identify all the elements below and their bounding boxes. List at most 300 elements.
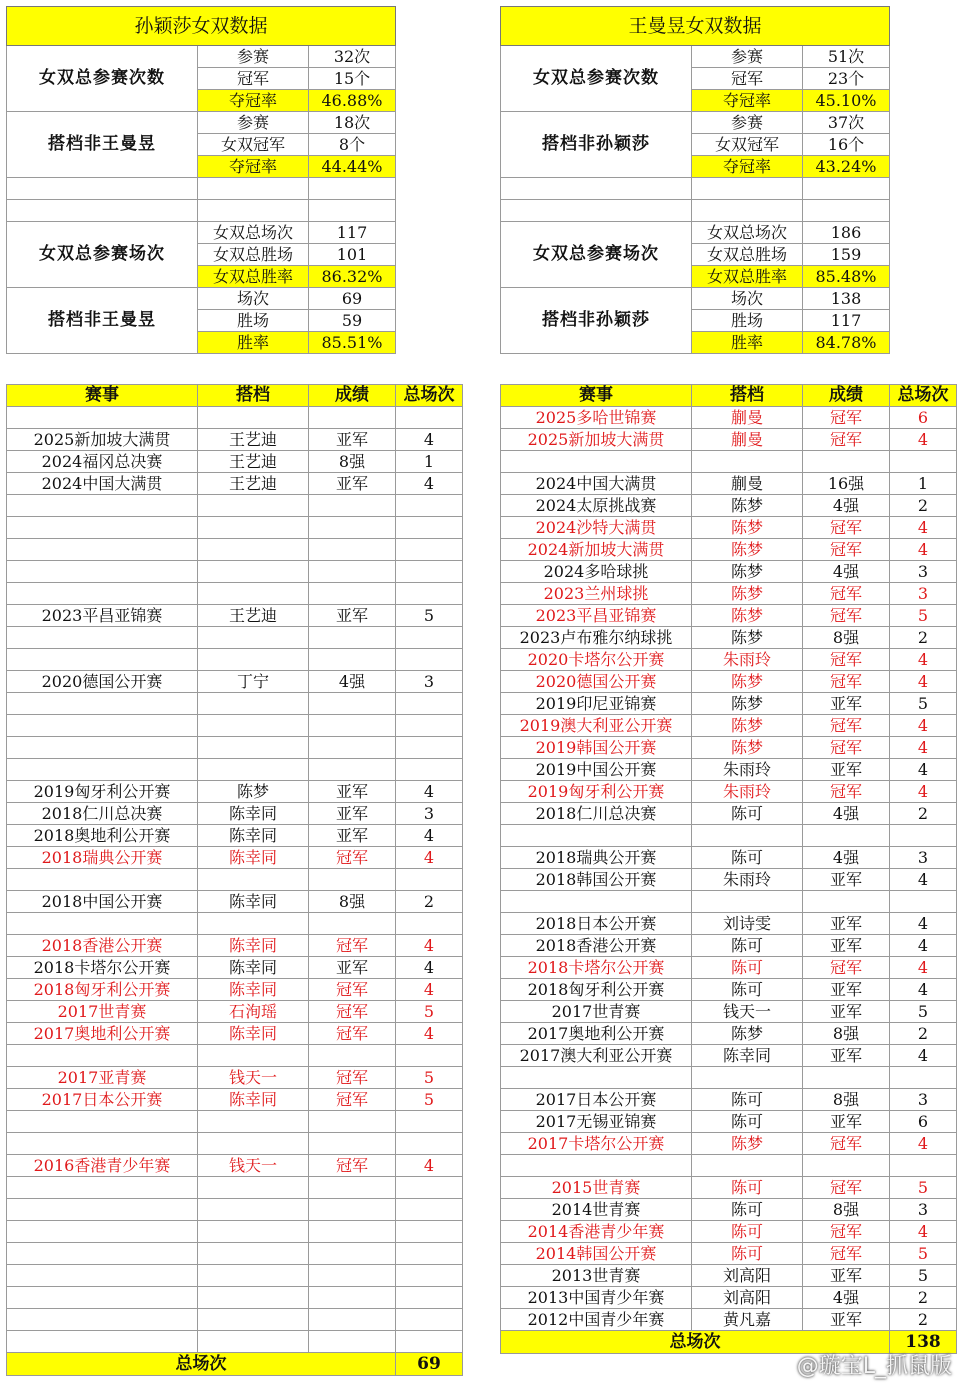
cell-matches: 4 [396,847,463,869]
summary-metric-value: 117 [309,222,396,244]
cell-partner [198,1287,309,1309]
cell-result: 亚军 [309,781,396,803]
cell-partner: 陈幸同 [198,1023,309,1045]
cell-result: 冠军 [309,935,396,957]
cell-matches: 4 [890,715,957,737]
table-row [7,913,463,935]
table-row [7,1155,463,1177]
empty-cell [198,178,309,200]
table-row [501,1221,957,1243]
table-row [501,1089,957,1111]
table-row [501,1287,957,1309]
column-header: 总场次 [396,385,463,407]
empty-cell [692,200,803,222]
cell-matches [396,715,463,737]
cell-partner: 陈梦 [692,539,803,561]
table-row [7,781,463,803]
cell-event: 2014韩国公开赛 [501,1243,692,1265]
cell-event: 2018韩国公开赛 [501,869,692,891]
cell-matches: 4 [396,825,463,847]
table-row [7,1089,463,1111]
cell-partner: 陈幸同 [198,803,309,825]
cell-partner: 钱天一 [198,1155,309,1177]
summary-metric-name: 参赛 [198,112,309,134]
cell-matches [396,583,463,605]
cell-partner: 陈梦 [692,1133,803,1155]
cell-event [7,1265,198,1287]
table-row [7,1243,463,1265]
summary-metric-value: 18次 [309,112,396,134]
watermark: @璇宝L_抓鼠版 [796,1354,952,1379]
cell-result: 亚军 [803,759,890,781]
table-row [7,957,463,979]
cell-event [501,451,692,473]
cell-result: 冠军 [803,1133,890,1155]
summary-title: 王曼昱女双数据 [501,7,890,46]
cell-matches [396,1133,463,1155]
cell-result [309,1309,396,1331]
table-row [7,1001,463,1023]
cell-matches: 4 [890,429,957,451]
cell-result: 亚军 [803,693,890,715]
cell-partner [692,1155,803,1177]
cell-partner: 陈梦 [692,627,803,649]
cell-event [501,1155,692,1177]
table-row [7,671,463,693]
cell-event: 2020德国公开赛 [7,671,198,693]
cell-matches: 5 [890,1243,957,1265]
cell-event: 2024福冈总决赛 [7,451,198,473]
cell-result: 冠军 [309,1089,396,1111]
cell-matches: 4 [890,539,957,561]
cell-event [501,1067,692,1089]
cell-partner: 陈梦 [692,583,803,605]
cell-matches: 5 [890,605,957,627]
summary-metric-value: 85.48% [803,266,890,288]
cell-matches [890,891,957,913]
summary-metric-name: 女双总场次 [692,222,803,244]
cell-event: 2024太原挑战赛 [501,495,692,517]
table-row [7,583,463,605]
table-row [501,473,957,495]
cell-partner: 陈幸同 [198,891,309,913]
table-row [7,1177,463,1199]
cell-partner: 陈梦 [692,715,803,737]
cell-event: 2019中国公开赛 [501,759,692,781]
cell-result: 亚军 [309,473,396,495]
cell-matches: 2 [890,627,957,649]
table-row [501,935,957,957]
cell-partner: 刘高阳 [692,1287,803,1309]
table-row [7,1111,463,1133]
table-row [501,803,957,825]
empty-cell [7,200,198,222]
cell-matches: 3 [396,803,463,825]
table-row [501,869,957,891]
cell-event: 2017世青赛 [7,1001,198,1023]
cell-matches: 4 [890,759,957,781]
cell-partner: 陈幸同 [198,825,309,847]
cell-partner: 朱雨玲 [692,869,803,891]
cell-partner: 陈可 [692,957,803,979]
cell-matches: 4 [890,649,957,671]
cell-matches: 6 [890,1111,957,1133]
cell-partner: 陈幸同 [198,957,309,979]
cell-matches: 3 [396,671,463,693]
summary-metric-name: 胜率 [692,332,803,354]
cell-result: 冠军 [803,539,890,561]
cell-result [309,495,396,517]
header-row [7,385,463,407]
cell-result [309,1265,396,1287]
table-row [7,1221,463,1243]
cell-matches [396,495,463,517]
cell-event: 2012中国青少年赛 [501,1309,692,1331]
table-row [501,1001,957,1023]
summary-metric-value: 23个 [803,68,890,90]
sun-yingsha-summary [6,6,396,354]
table-row [7,429,463,451]
cell-result [309,869,396,891]
cell-matches: 5 [890,693,957,715]
table-row [7,1067,463,1089]
cell-matches: 4 [890,517,957,539]
cell-partner: 陈可 [692,1243,803,1265]
spacer-row [501,178,890,200]
summary-metric-value: 37次 [803,112,890,134]
cell-event: 2017澳大利亚公开赛 [501,1045,692,1067]
cell-partner [198,1177,309,1199]
table-row [7,627,463,649]
cell-event [7,1133,198,1155]
cell-result: 冠军 [803,737,890,759]
cell-event: 2023卢布雅尔纳球挑 [501,627,692,649]
table-row [501,715,957,737]
column-header: 成绩 [803,385,890,407]
cell-event: 2014香港青少年赛 [501,1221,692,1243]
cell-partner [198,407,309,429]
table-row [7,1199,463,1221]
cell-partner: 陈幸同 [198,847,309,869]
cell-matches: 4 [890,869,957,891]
cell-result [309,737,396,759]
cell-event: 2017亚青赛 [7,1067,198,1089]
cell-result: 冠军 [803,1243,890,1265]
cell-event: 2023平昌亚锦赛 [7,605,198,627]
table-row [7,869,463,891]
cell-event [501,825,692,847]
cell-event: 2018匈牙利公开赛 [501,979,692,1001]
cell-event: 2024沙特大满贯 [501,517,692,539]
cell-matches [396,1199,463,1221]
table-row [7,847,463,869]
cell-result: 亚军 [803,869,890,891]
cell-result: 冠军 [803,649,890,671]
summary-metric-name: 女双总胜率 [692,266,803,288]
summary-metric-name: 场次 [198,288,309,310]
cell-result [309,649,396,671]
cell-event: 2017日本公开赛 [7,1089,198,1111]
cell-result [309,1177,396,1199]
cell-partner: 陈梦 [692,495,803,517]
cell-event: 2014世青赛 [501,1199,692,1221]
cell-matches [396,1221,463,1243]
table-row [7,539,463,561]
cell-matches: 4 [890,1045,957,1067]
summary-metric-value: 85.51% [309,332,396,354]
cell-partner [198,1221,309,1243]
cell-partner: 王艺迪 [198,605,309,627]
table-row [7,605,463,627]
cell-matches [396,869,463,891]
table-row [501,561,957,583]
cell-matches [396,539,463,561]
summary-metric-value: 46.88% [309,90,396,112]
cell-partner: 陈梦 [692,1023,803,1045]
cell-matches [396,649,463,671]
cell-matches: 5 [396,605,463,627]
summary-block-label: 女双总参赛次数 [7,46,198,112]
cell-matches [396,759,463,781]
cell-matches: 4 [396,1155,463,1177]
table-row [501,1177,957,1199]
summary-metric-name: 女双总胜场 [692,244,803,266]
wang-manyu-summary [500,6,890,354]
cell-result: 亚军 [309,803,396,825]
cell-result: 4强 [803,1287,890,1309]
table-row [501,781,957,803]
cell-partner: 陈幸同 [198,979,309,1001]
cell-result [309,561,396,583]
table-row [501,627,957,649]
cell-result: 8强 [803,1199,890,1221]
empty-cell [501,178,692,200]
summary-row [7,288,396,310]
cell-matches: 4 [890,737,957,759]
cell-partner [198,627,309,649]
table-row [7,825,463,847]
cell-result [309,627,396,649]
cell-partner: 陈可 [692,1177,803,1199]
table-row [7,517,463,539]
cell-matches [396,517,463,539]
cell-matches: 3 [890,583,957,605]
table-row [7,935,463,957]
cell-result [309,693,396,715]
table-row [501,1023,957,1045]
cell-event: 2018仁川总决赛 [7,803,198,825]
cell-event: 2019匈牙利公开赛 [501,781,692,803]
cell-matches: 4 [890,935,957,957]
summary-metric-name: 夺冠率 [692,90,803,112]
cell-event [7,539,198,561]
footer-row [7,1353,463,1376]
cell-matches: 4 [396,473,463,495]
summary-metric-value: 32次 [309,46,396,68]
cell-event [7,1331,198,1353]
cell-result: 冠军 [309,1067,396,1089]
cell-event [7,1221,198,1243]
cell-partner: 丁宁 [198,671,309,693]
sun-yingsha-results-table [6,384,463,1376]
cell-partner [198,561,309,583]
cell-result [803,891,890,913]
cell-result [309,1221,396,1243]
summary-block-label: 女双总参赛场次 [7,222,198,288]
table-row [501,1111,957,1133]
column-header: 赛事 [501,385,692,407]
cell-matches [396,627,463,649]
summary-block-label: 搭档非王曼昱 [7,112,198,178]
cell-partner: 王艺迪 [198,451,309,473]
cell-matches: 4 [396,1023,463,1045]
cell-partner: 蒯曼 [692,429,803,451]
cell-event: 2018瑞典公开赛 [501,847,692,869]
column-header: 总场次 [890,385,957,407]
summary-metric-value: 159 [803,244,890,266]
cell-partner [198,693,309,715]
cell-partner [198,517,309,539]
table-row [7,979,463,1001]
cell-partner: 陈可 [692,1199,803,1221]
summary-metric-value: 45.10% [803,90,890,112]
cell-matches: 3 [890,561,957,583]
cell-event [7,1045,198,1067]
empty-cell [309,200,396,222]
cell-matches: 4 [890,957,957,979]
cell-result: 亚军 [803,1309,890,1331]
table-row [501,1309,957,1331]
cell-matches [396,1265,463,1287]
cell-partner [198,1045,309,1067]
cell-partner [692,891,803,913]
cell-partner [692,825,803,847]
cell-event [7,495,198,517]
summary-metric-value: 16个 [803,134,890,156]
summary-metric-name: 胜场 [692,310,803,332]
table-row [7,737,463,759]
cell-event: 2020卡塔尔公开赛 [501,649,692,671]
cell-event: 2018卡塔尔公开赛 [501,957,692,979]
cell-partner: 朱雨玲 [692,781,803,803]
table-row [7,561,463,583]
cell-event: 2023兰州球挑 [501,583,692,605]
footer-label: 总场次 [501,1331,890,1354]
cell-event: 2015世青赛 [501,1177,692,1199]
cell-matches: 4 [890,913,957,935]
cell-event [7,517,198,539]
cell-result: 冠军 [309,847,396,869]
cell-event: 2013中国青少年赛 [501,1287,692,1309]
summary-metric-name: 参赛 [692,112,803,134]
table-row [501,407,957,429]
cell-matches: 4 [396,781,463,803]
summary-title-row [7,7,396,46]
table-row [501,1243,957,1265]
cell-result: 8强 [803,627,890,649]
cell-event: 2018香港公开赛 [7,935,198,957]
cell-result: 8强 [803,1089,890,1111]
cell-event: 2018瑞典公开赛 [7,847,198,869]
table-row [501,539,957,561]
cell-matches: 4 [396,429,463,451]
summary-row [7,112,396,134]
cell-event [7,1309,198,1331]
table-row [7,1045,463,1067]
cell-event [7,1199,198,1221]
cell-event [7,693,198,715]
cell-event: 2018香港公开赛 [501,935,692,957]
cell-matches: 2 [890,1309,957,1331]
column-header: 成绩 [309,385,396,407]
table-row [501,1265,957,1287]
cell-event: 2025新加坡大满贯 [501,429,692,451]
cell-matches: 3 [890,1199,957,1221]
cell-matches [396,737,463,759]
summary-metric-name: 夺冠率 [198,90,309,112]
cell-partner [198,759,309,781]
cell-partner [692,451,803,473]
summary-metric-name: 女双冠军 [198,134,309,156]
table-row [7,451,463,473]
table-row [501,451,957,473]
cell-result [309,1133,396,1155]
cell-matches: 5 [890,1265,957,1287]
cell-partner: 刘高阳 [692,1265,803,1287]
summary-metric-name: 女双总场次 [198,222,309,244]
footer-total: 138 [890,1331,957,1354]
cell-matches [396,407,463,429]
cell-result: 亚军 [803,1001,890,1023]
cell-event: 2017世青赛 [501,1001,692,1023]
cell-partner [198,1111,309,1133]
cell-event: 2019韩国公开赛 [501,737,692,759]
cell-matches: 5 [890,1001,957,1023]
cell-result: 冠军 [803,715,890,737]
cell-matches: 4 [396,979,463,1001]
cell-event [7,1243,198,1265]
column-header: 搭档 [692,385,803,407]
cell-matches: 2 [890,1287,957,1309]
empty-cell [501,200,692,222]
cell-event: 2018日本公开赛 [501,913,692,935]
cell-event [7,561,198,583]
table-row [7,407,463,429]
cell-result [309,1111,396,1133]
cell-event: 2013世青赛 [501,1265,692,1287]
cell-matches [396,1309,463,1331]
cell-partner [198,1309,309,1331]
cell-matches: 2 [396,891,463,913]
cell-result [803,1067,890,1089]
cell-matches [396,1287,463,1309]
table-row [501,649,957,671]
cell-result: 亚军 [803,1111,890,1133]
summary-metric-value: 86.32% [309,266,396,288]
cell-event: 2017卡塔尔公开赛 [501,1133,692,1155]
cell-matches [890,1067,957,1089]
table-row [501,1067,957,1089]
cell-event: 2024多哈球挑 [501,561,692,583]
cell-event [7,1111,198,1133]
summary-metric-value: 101 [309,244,396,266]
cell-event: 2017无锡亚锦赛 [501,1111,692,1133]
table-row [7,803,463,825]
cell-event: 2018中国公开赛 [7,891,198,913]
cell-result: 亚军 [309,429,396,451]
cell-result [309,407,396,429]
cell-event: 2019印尼亚锦赛 [501,693,692,715]
